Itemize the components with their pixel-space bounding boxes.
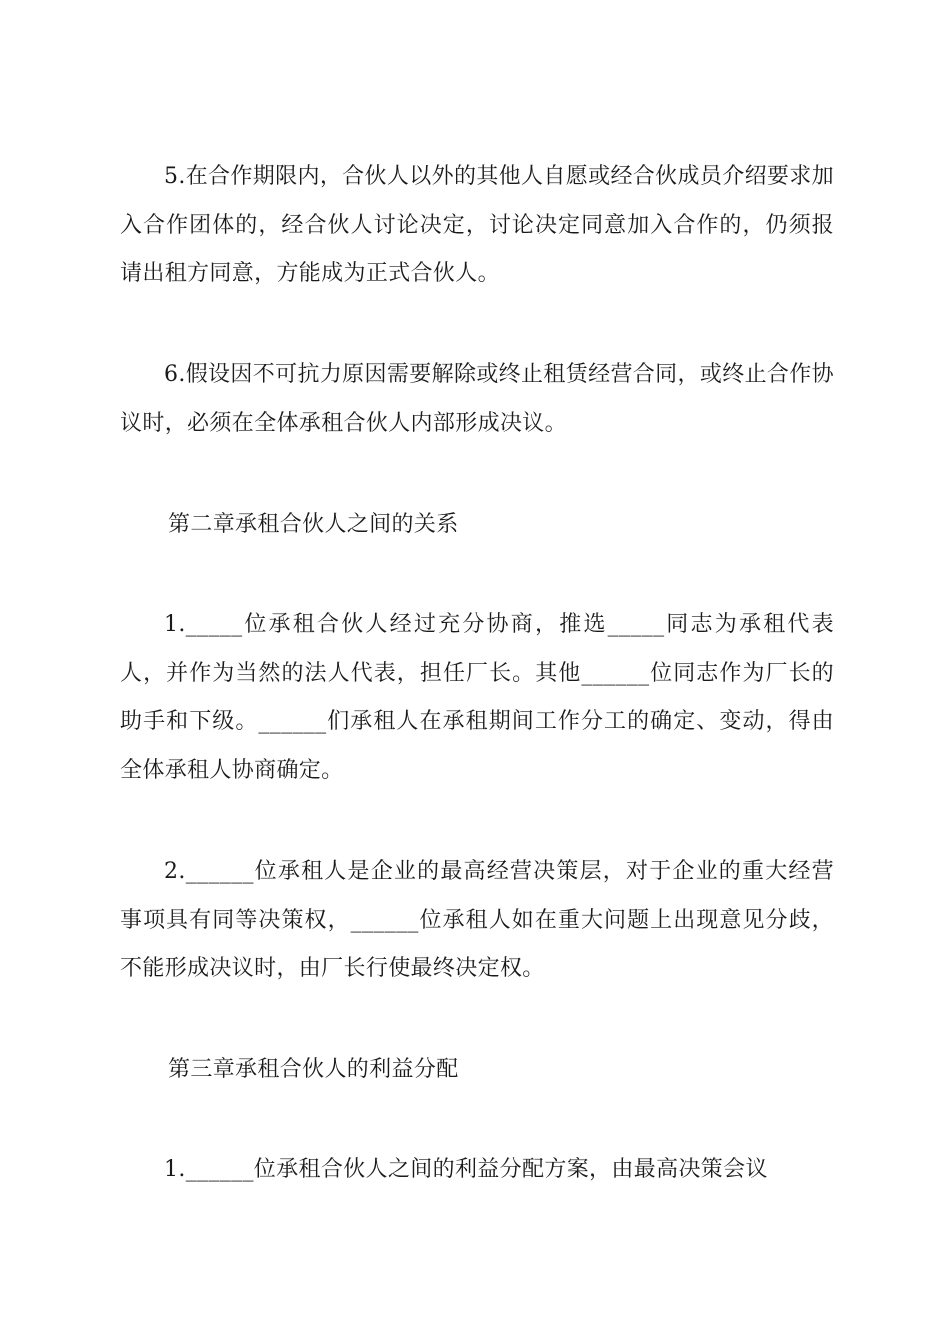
chapter-2-paragraph-2: 2.______位承租人是企业的最高经营决策层，对于企业的重大经营事项具有同等决策权，______位承租人如在重大问题上出现意见分歧，不能形成决议时，由厂长行使最终决定权。 (120, 859, 834, 981)
paragraph-6: 6.假设因不可抗力原因需要解除或终止租赁经营合同，或终止合作协议时，必须在全体承租合伙人内部形成决议。 (120, 362, 834, 436)
chapter-3-heading: 第三章承租合伙人的利益分配 (168, 1057, 459, 1082)
chapter-2-heading: 第二章承租合伙人之间的关系 (168, 512, 459, 537)
chapter-2-paragraph-1: 1._____位承租合伙人经过充分协商，推选_____同志为承租代表人，并作为当然的法人代表，担任厂长。其他______位同志作为厂长的助手和下级。______们承租人在承租期间工作分工的确定、变动，得由全体承租人协商确定。 (120, 612, 834, 783)
paragraph-5: 5.在合作期限内，合伙人以外的其他人自愿或经合伙成员介绍要求加入合作团体的，经合伙人讨论决定，讨论决定同意加入合作的，仍须报请出租方同意，方能成为正式合伙人。 (120, 164, 834, 286)
chapter-3-paragraph-1: 1.______位承租合伙人之间的利益分配方案，由最高决策会议 (164, 1157, 768, 1182)
